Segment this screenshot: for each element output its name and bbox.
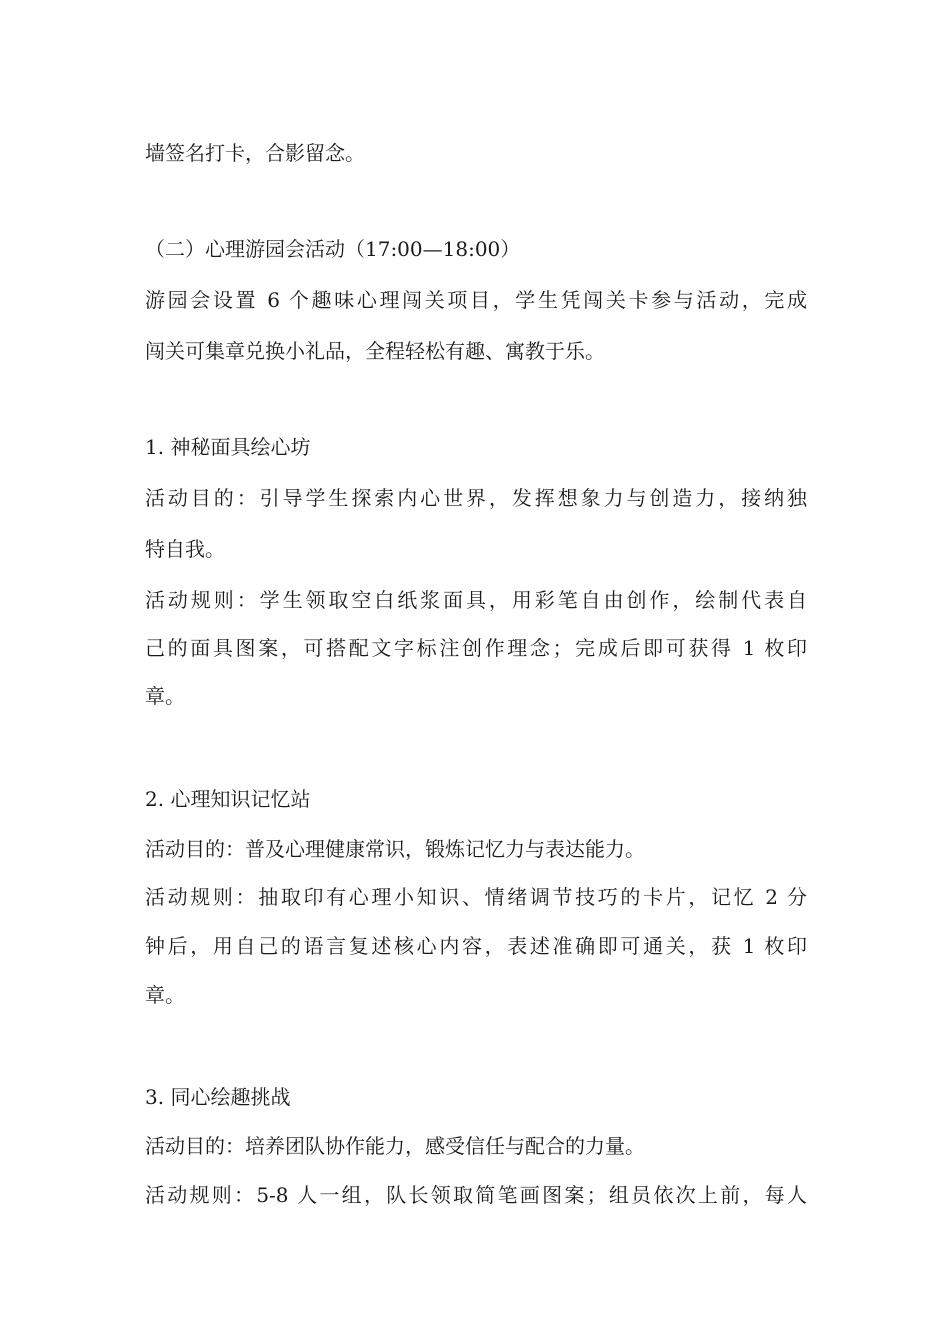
paragraph-line: 闯关可集章兑换小礼品，全程轻松有趣、寓教于乐。 (145, 339, 605, 363)
paragraph-line: 墙签名打卡，合影留念。 (145, 141, 365, 165)
item-heading: 3. 同心绘趣挑战 (145, 1085, 291, 1109)
paragraph-line: 活动目的：培养团队协作能力，感受信任与配合的力量。 (145, 1134, 645, 1158)
paragraph-line: 活动规则：抽取印有心理小知识、情绪调节技巧的卡片，记忆 2 分 (145, 885, 807, 909)
section-heading: （二）心理游园会活动（17:00—18:00） (145, 237, 521, 261)
paragraph-line: 钟后，用自己的语言复述核心内容，表述准确即可通关，获 1 枚印 (145, 934, 807, 958)
paragraph-line: 章。 (145, 684, 185, 708)
item-heading: 2. 心理知识记忆站 (145, 787, 311, 811)
item-heading: 1. 神秘面具绘心坊 (145, 435, 311, 459)
paragraph-line: 章。 (145, 983, 185, 1007)
paragraph-line: 活动规则：5-8 人一组，队长领取简笔画图案；组员依次上前，每人 (145, 1183, 807, 1207)
paragraph-line: 己的面具图案，可搭配文字标注创作理念；完成后即可获得 1 枚印 (145, 636, 807, 660)
paragraph-line: 活动目的：普及心理健康常识，锻炼记忆力与表达能力。 (145, 837, 645, 861)
paragraph-line: 游园会设置 6 个趣味心理闯关项目，学生凭闯关卡参与活动，完成 (145, 288, 807, 312)
paragraph-line: 活动目的：引导学生探索内心世界，发挥想象力与创造力，接纳独 (145, 486, 807, 510)
paragraph-line: 活动规则：学生领取空白纸浆面具，用彩笔自由创作，绘制代表自 (145, 588, 807, 612)
paragraph-line: 特自我。 (145, 537, 225, 561)
